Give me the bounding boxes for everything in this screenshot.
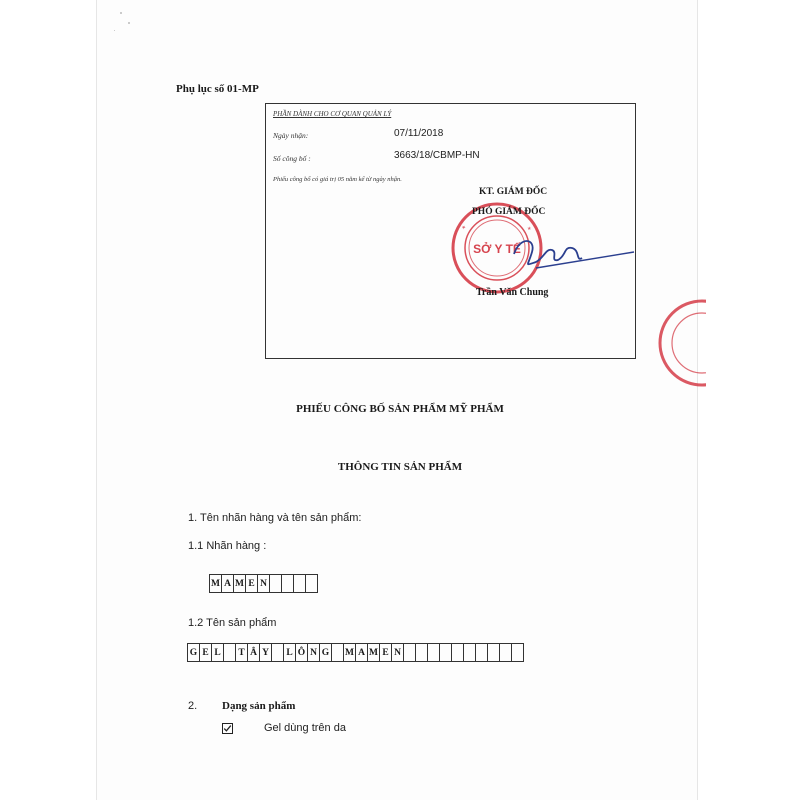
letter-cell: M bbox=[367, 643, 380, 662]
section-1-heading: 1. Tên nhãn hàng và tên sản phẩm: bbox=[188, 512, 362, 524]
letter-cell: N bbox=[307, 643, 320, 662]
letter-cell: M bbox=[343, 643, 356, 662]
announcement-number-value: 3663/18/CBMP-HN bbox=[394, 150, 480, 161]
partial-seal-icon bbox=[656, 295, 706, 391]
letter-cell: Ô bbox=[295, 643, 308, 662]
section-title: THÔNG TIN SẢN PHẨM bbox=[337, 461, 463, 473]
letter-cell: G bbox=[187, 643, 200, 662]
svg-text:★: ★ bbox=[527, 227, 532, 232]
letter-cell: T bbox=[235, 643, 248, 662]
admin-box-heading: PHẦN DÀNH CHO CƠ QUAN QUẢN LÝ bbox=[273, 110, 392, 118]
admin-box bbox=[265, 103, 636, 359]
product-name-cell-row bbox=[187, 643, 523, 662]
letter-cell: A bbox=[355, 643, 368, 662]
validity-note: Phiếu công bố có giá trị 05 năm kể từ ngày nhận. bbox=[273, 176, 402, 183]
signer-title-2: PHÓ GIÁM ĐỐC bbox=[472, 207, 546, 217]
letter-cell: A bbox=[221, 574, 234, 593]
product-form-option: Gel dùng trên da bbox=[264, 722, 346, 734]
scan-speck bbox=[120, 12, 122, 14]
letter-cell: Y bbox=[259, 643, 272, 662]
letter-cell bbox=[305, 574, 318, 593]
handwritten-signature-icon bbox=[506, 232, 636, 272]
svg-text:★: ★ bbox=[461, 224, 468, 232]
checked-box-icon bbox=[222, 723, 233, 734]
letter-cell: M bbox=[209, 574, 222, 593]
announcement-number-label: Số công bố : bbox=[273, 154, 311, 163]
section-2-number: 2. bbox=[188, 700, 198, 712]
letter-cell bbox=[511, 643, 524, 662]
scan-speck bbox=[128, 22, 130, 24]
section-2-heading: Dạng sản phẩm bbox=[222, 700, 296, 712]
received-date-value: 07/11/2018 bbox=[394, 128, 444, 139]
signer-title-1: KT. GIÁM ĐỐC bbox=[479, 187, 548, 197]
letter-cell: E bbox=[245, 574, 258, 593]
letter-cell: Â bbox=[247, 643, 260, 662]
letter-cell: M bbox=[233, 574, 246, 593]
document-title: PHIẾU CÔNG BỐ SẢN PHẨM MỸ PHẨM bbox=[296, 403, 504, 415]
signer-name: Trần Văn Chung bbox=[476, 287, 549, 298]
received-date-label: Ngày nhận: bbox=[273, 131, 309, 140]
brand-cell-row bbox=[209, 574, 317, 593]
letter-cell: N bbox=[257, 574, 270, 593]
appendix-label: Phụ lục số 01-MP bbox=[176, 83, 259, 95]
letter-cell: G bbox=[319, 643, 332, 662]
letter-cell: E bbox=[199, 643, 212, 662]
letter-cell: N bbox=[391, 643, 404, 662]
brand-label: 1.1 Nhãn hàng : bbox=[188, 540, 267, 552]
letter-cell: E bbox=[379, 643, 392, 662]
letter-cell: L bbox=[211, 643, 224, 662]
seal-text: SỞ Y TẾ bbox=[473, 242, 521, 256]
letter-cell: L bbox=[283, 643, 296, 662]
scan-speck bbox=[114, 30, 115, 31]
product-name-label: 1.2 Tên sản phẩm bbox=[188, 617, 277, 629]
